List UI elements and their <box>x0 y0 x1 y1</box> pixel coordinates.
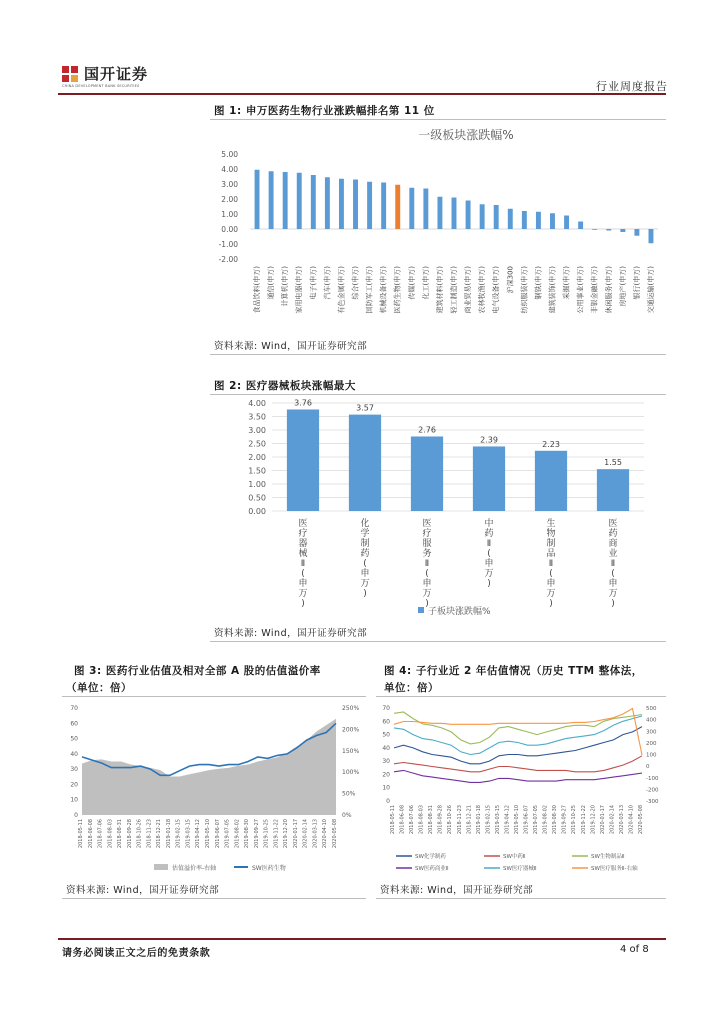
fig1-bottom-rule <box>210 354 666 355</box>
fig3-xtick-label: 2019-09-27 <box>253 819 260 849</box>
fig2-data-label: 2.76 <box>418 425 436 435</box>
fig4-ytick-right: -200 <box>646 787 659 794</box>
fig1-category-label: 银行(申万) <box>632 266 641 300</box>
fig2-bottom-rule <box>210 641 666 642</box>
fig1-bar <box>339 179 344 229</box>
fig3-legend-line: SW医药生物 <box>252 865 286 872</box>
fig4-ytick-left: 10 <box>382 784 390 792</box>
fig4-xtick-label: 2019-08-30 <box>552 805 559 835</box>
fig2-category-label: 医疗服务 Ⅱ (申万) <box>422 519 432 609</box>
fig2-ytick-label: 4.00 <box>248 399 266 408</box>
fig4-xtick-label: 2019-09-27 <box>561 805 568 835</box>
fig3-xtick-label: 2018-09-28 <box>126 819 133 849</box>
fig3-xtick-label: 2019-04-12 <box>195 819 202 849</box>
fig4-ytick-left: 70 <box>382 705 390 712</box>
fig3-xtick-label: 2018-05-11 <box>78 819 84 849</box>
fig1-category-label: 纺织服装(申万) <box>520 266 529 314</box>
fig3-bottom-rule <box>62 898 366 899</box>
fig4-xtick-label: 2019-02-15 <box>485 805 492 835</box>
fig3-ytick-right: 200% <box>342 726 360 734</box>
fig1-bar <box>466 201 471 230</box>
fig4-xtick-label: 2018-12-21 <box>466 805 473 835</box>
fig1-category-label: 休闲服务(申万) <box>604 266 613 314</box>
fig4-ytick-left: 40 <box>382 744 390 752</box>
fig3-xtick-label: 2020-04-10 <box>322 819 329 849</box>
fig3-xtick-label: 2018-12-21 <box>156 819 163 849</box>
fig4-xtick-label: 2019-06-07 <box>523 805 530 835</box>
fig4-legend-label: SW医药商业Ⅱ <box>415 866 449 872</box>
fig1-ytick-label: 0.00 <box>221 225 238 234</box>
fig4-title-line1: 图 4: 子行业近 2 年估值情况（历史 TTM 整体法， <box>384 665 643 677</box>
fig3-ytick-left: 20 <box>70 781 78 789</box>
fig2-category-label: 生物制品 Ⅱ (申万) <box>546 519 556 609</box>
fig1-bar <box>634 229 639 236</box>
fig1-chart-title: 一级板块涨跌幅% <box>418 128 514 142</box>
fig4-xtick-label: 2019-11-22 <box>580 805 587 835</box>
fig1-bar <box>550 213 555 229</box>
fig3-ytick-left: 70 <box>70 705 78 712</box>
fig1-bar <box>578 222 583 230</box>
fig4-xtick-label: 2018-07-06 <box>409 805 416 835</box>
fig1-category-label: 轻工制造(申万) <box>450 266 458 314</box>
fig1-category-label: 国防军工(申万) <box>365 266 374 314</box>
fig4-xtick-label: 2020-04-10 <box>628 805 635 835</box>
fig1-bar <box>620 229 625 232</box>
fig3-ytick-right: 50% <box>342 790 356 798</box>
fig3-xtick-label: 2020-02-14 <box>302 819 309 849</box>
fig1-bar <box>269 171 274 229</box>
fig1-category-label: 建筑材料(申万) <box>435 266 444 314</box>
fig4-ytick-right: 500 <box>646 706 657 712</box>
fig2-source: 资料来源: Wind，国开证券研究部 <box>214 628 368 639</box>
fig4-xtick-label: 2020-02-14 <box>609 805 616 835</box>
fig1-bar <box>522 211 527 229</box>
header-rule <box>58 93 666 95</box>
fig3-ytick-right: 250% <box>342 705 360 712</box>
fig1-bar <box>452 198 457 230</box>
fig3-xtick-label: 2018-10-26 <box>136 819 143 849</box>
fig1-category-label: 公用事业(申万) <box>576 266 585 314</box>
fig1-ytick-label: 2.00 <box>221 195 238 204</box>
fig1-bar <box>311 175 316 229</box>
fig2-bar <box>411 436 443 511</box>
fig3-ytick-left: 10 <box>70 796 78 804</box>
fig1-category-label: 房地产(申万) <box>618 266 627 307</box>
fig1-bar <box>564 216 569 230</box>
fig4-ytick-right: 400 <box>646 717 657 724</box>
fig2-legend-swatch <box>418 607 424 613</box>
fig2-bar <box>287 409 319 511</box>
fig4-ytick-left: 60 <box>382 718 390 726</box>
fig2-data-label: 2.23 <box>542 439 560 449</box>
fig4-xtick-label: 2018-08-31 <box>428 805 435 835</box>
fig4-xtick-label: 2018-06-08 <box>399 805 406 835</box>
fig4-ytick-left: 20 <box>382 771 390 779</box>
fig1-bar <box>381 183 386 230</box>
fig4-xtick-label: 2020-03-13 <box>618 805 625 835</box>
fig3-top-rule <box>62 696 366 697</box>
fig4-xtick-label: 2019-12-20 <box>590 805 597 835</box>
fig3-source: 资料来源: Wind，国开证券研究部 <box>66 885 220 896</box>
fig3-chart <box>62 698 366 878</box>
fig4-bottom-rule <box>376 898 666 899</box>
fig1-ytick-label: -2.00 <box>218 255 238 264</box>
fig4-xtick-label: 2019-01-18 <box>475 805 482 835</box>
fig1-bar <box>437 197 442 229</box>
fig3-xtick-label: 2018-08-03 <box>107 819 114 849</box>
fig4-legend-label: SW医疗服务Ⅱ-右轴 <box>591 866 638 872</box>
fig4-top-rule <box>376 696 666 697</box>
fig1-chart <box>210 120 666 334</box>
footer-rule <box>58 938 666 940</box>
fig3-xtick-label: 2019-03-15 <box>185 819 192 849</box>
fig4-ytick-right: 200 <box>646 740 657 747</box>
fig1-title: 图 1: 申万医药生物行业涨跌幅排名第 11 位 <box>214 105 435 117</box>
fig1-bar <box>353 180 358 230</box>
fig1-bar <box>592 229 597 230</box>
fig3-legend-area: 估值溢价率-右轴 <box>172 865 217 872</box>
fig2-ytick-label: 2.50 <box>248 439 266 449</box>
fig1-ytick-label: 3.00 <box>221 180 238 189</box>
fig2-data-label: 1.55 <box>604 458 622 468</box>
fig4-ytick-left: 30 <box>382 758 390 766</box>
fig1-bar <box>494 205 499 229</box>
fig4-legend-label: SW医疗器械Ⅱ <box>503 866 537 872</box>
fig4-xtick-label: 2018-10-26 <box>447 805 454 835</box>
fig1-category-label: 电子(申万) <box>309 266 318 300</box>
fig1-category-label: 通信(申万) <box>267 266 276 300</box>
fig4-xtick-label: 2020-01-17 <box>599 805 606 835</box>
fig4-source: 资料来源: Wind，国开证券研究部 <box>380 885 534 896</box>
fig3-xtick-label: 2020-05-08 <box>332 819 338 849</box>
fig3-title-line2: （单位：倍） <box>66 682 132 694</box>
fig3-xtick-label: 2020-01-17 <box>292 819 299 849</box>
fig1-bar <box>325 177 330 229</box>
brand-logo-icon <box>62 66 78 82</box>
fig4-series-line <box>394 727 642 764</box>
fig4-xtick-label: 2019-05-10 <box>514 805 520 835</box>
fig2-title: 图 2: 医疗器械板块涨幅最大 <box>214 380 356 392</box>
footer-page-number: 4 of 8 <box>620 944 649 955</box>
fig1-category-label: 非银金融(申万) <box>590 266 599 314</box>
fig4-xtick-label: 2018-08-03 <box>418 805 425 835</box>
fig1-category-label: 有色金属(申万) <box>337 266 346 314</box>
fig3-title-line1: 图 3: 医药行业估值及相对全部 A 股的估值溢价率 <box>74 665 321 677</box>
fig4-series-line <box>394 709 642 756</box>
fig3-ytick-right: 0% <box>342 812 352 819</box>
fig2-data-label: 3.57 <box>356 403 374 413</box>
fig1-bar <box>367 182 372 229</box>
fig1-bar <box>255 170 260 229</box>
fig4-ytick-right: -300 <box>646 799 659 805</box>
fig1-category-label: 传媒(申万) <box>407 266 416 300</box>
fig1-category-label: 机械设备(申万) <box>379 266 388 314</box>
fig2-ytick-label: 1.00 <box>248 480 266 489</box>
fig2-ytick-label: 0.50 <box>248 493 266 503</box>
fig3-xtick-label: 2019-10-25 <box>263 819 270 849</box>
fig4-xtick-label: 2018-09-28 <box>437 805 444 835</box>
fig1-category-label: 沪深300 <box>506 266 515 294</box>
fig1-category-label: 医药生物(申万) <box>393 266 402 314</box>
fig4-xtick-label: 2019-03-15 <box>494 805 501 835</box>
fig2-data-label: 3.76 <box>294 398 312 408</box>
header <box>0 0 724 100</box>
fig4-xtick-label: 2018-05-11 <box>390 805 396 835</box>
fig1-category-label: 农林牧渔(申万) <box>478 266 487 314</box>
fig1-category-label: 计算机(申万) <box>281 266 290 307</box>
fig1-category-label: 建筑装饰(申万) <box>548 266 557 314</box>
fig3-xtick-label: 2018-07-06 <box>97 819 104 849</box>
fig3-xtick-label: 2020-03-13 <box>312 819 319 849</box>
fig1-category-label: 化工(申万) <box>421 266 430 300</box>
fig3-legend-swatch-area <box>154 864 168 870</box>
fig3-xtick-label: 2019-02-15 <box>175 819 182 849</box>
fig3-xtick-label: 2019-12-20 <box>283 819 290 849</box>
fig1-ytick-label: 5.00 <box>221 150 238 159</box>
fig1-category-label: 综合(申万) <box>351 266 360 300</box>
fig2-ytick-label: 3.00 <box>248 426 266 435</box>
fig1-bar <box>649 229 654 243</box>
fig3-xtick-label: 2019-08-30 <box>244 819 251 849</box>
fig3-xtick-label: 2019-07-05 <box>224 819 231 849</box>
fig1-category-label: 钢铁(申万) <box>534 266 543 300</box>
fig3-xtick-label: 2018-06-08 <box>87 819 94 849</box>
fig2-bar <box>473 446 505 511</box>
fig4-series-line <box>394 770 642 782</box>
fig2-category-label: 医药商业 Ⅱ (申万) <box>608 519 618 609</box>
fig1-bar <box>395 185 400 229</box>
fig2-bar <box>535 451 567 511</box>
fig2-data-label: 2.39 <box>480 435 498 445</box>
fig1-category-label: 采掘(申万) <box>562 266 571 300</box>
fig2-ytick-label: 1.50 <box>248 466 266 476</box>
fig3-xtick-label: 2019-05-10 <box>205 819 211 849</box>
fig4-legend-label: SW化学制药 <box>415 854 446 860</box>
fig4-ytick-right: 100 <box>646 752 657 759</box>
fig1-bar <box>283 172 288 229</box>
fig3-ytick-right: 100% <box>342 769 360 777</box>
fig3-xtick-label: 2019-06-07 <box>214 819 221 849</box>
fig2-ytick-label: 3.50 <box>248 412 266 422</box>
fig4-series-line <box>394 756 642 772</box>
fig3-xtick-label: 2019-08-02 <box>234 819 241 849</box>
fig4-xtick-label: 2019-08-02 <box>542 805 549 835</box>
fig4-chart <box>376 698 666 878</box>
fig3-xtick-label: 2018-11-23 <box>146 819 153 849</box>
fig1-bar <box>409 188 414 229</box>
fig4-ytick-right: 0 <box>646 764 650 771</box>
fig1-ytick-label: 4.00 <box>221 165 238 174</box>
fig1-bar <box>536 212 541 229</box>
fig3-ytick-left: 40 <box>70 750 78 758</box>
fig1-ytick-label: -1.00 <box>218 240 238 249</box>
fig4-legend-label: SW中药Ⅱ <box>503 854 526 860</box>
fig2-bar <box>597 469 629 511</box>
fig1-bar <box>606 229 611 231</box>
fig2-category-label: 医疗器械 Ⅱ (申万) <box>298 519 308 609</box>
fig1-category-label: 食品饮料(申万) <box>253 266 262 314</box>
fig3-xtick-label: 2019-01-18 <box>165 819 172 849</box>
fig1-category-label: 交通运输(申万) <box>646 266 655 314</box>
fig1-bar <box>480 204 485 229</box>
fig4-xtick-label: 2019-04-12 <box>504 805 511 835</box>
fig4-ytick-right: -100 <box>646 775 659 782</box>
fig2-chart <box>210 395 666 620</box>
fig4-xtick-label: 2019-07-05 <box>533 805 540 835</box>
fig1-category-label: 汽车(申万) <box>323 266 332 300</box>
fig1-category-label: 家用电器(申万) <box>295 266 304 314</box>
fig1-bar <box>297 173 302 229</box>
fig2-category-label: 中药 Ⅱ (申万) <box>484 519 494 589</box>
brand-subtitle: CHINA DEVELOPMENT BANK SECURITIES <box>62 84 140 88</box>
fig3-xtick-label: 2019-11-22 <box>273 819 280 849</box>
fig3-ytick-left: 30 <box>70 766 78 774</box>
fig3-ytick-left: 0 <box>74 812 78 819</box>
fig2-legend-label: 子板块涨跌幅% <box>428 607 491 617</box>
fig4-xtick-label: 2020-05-08 <box>638 805 644 835</box>
fig3-ytick-left: 50 <box>70 735 78 743</box>
fig1-bar <box>423 189 428 230</box>
fig4-title-line2: 单位：倍） <box>384 682 439 694</box>
fig4-series-line <box>394 716 642 755</box>
fig4-ytick-left: 50 <box>382 731 390 739</box>
brand-name: 国开证券 <box>84 65 149 83</box>
fig1-bar <box>508 209 513 229</box>
fig4-series-line <box>394 712 642 744</box>
fig4-ytick-left: 0 <box>386 798 390 805</box>
fig3-ytick-right: 150% <box>342 747 360 755</box>
footer-disclaimer: 请务必阅读正文之后的免责条款 <box>62 948 211 959</box>
fig1-ytick-label: 1.00 <box>221 210 238 219</box>
fig2-ytick-label: 2.00 <box>248 453 266 462</box>
fig4-ytick-right: 300 <box>646 729 657 736</box>
fig4-xtick-label: 2018-11-23 <box>456 805 463 835</box>
fig3-ytick-left: 60 <box>70 720 78 728</box>
fig3-xtick-label: 2018-08-31 <box>117 819 124 849</box>
fig1-category-label: 电气设备(申万) <box>492 266 501 314</box>
fig4-legend-label: SW生物制品Ⅱ <box>591 854 625 860</box>
fig2-bar <box>349 415 381 511</box>
fig2-ytick-label: 0.00 <box>248 507 266 516</box>
fig2-category-label: 化学制药(申万) <box>360 519 370 599</box>
report-type: 行业周度报告 <box>596 80 668 93</box>
fig1-category-label: 商业贸易(申万) <box>464 266 473 314</box>
fig1-source: 资料来源: Wind，国开证券研究部 <box>214 341 368 352</box>
fig4-xtick-label: 2019-10-25 <box>571 805 578 835</box>
